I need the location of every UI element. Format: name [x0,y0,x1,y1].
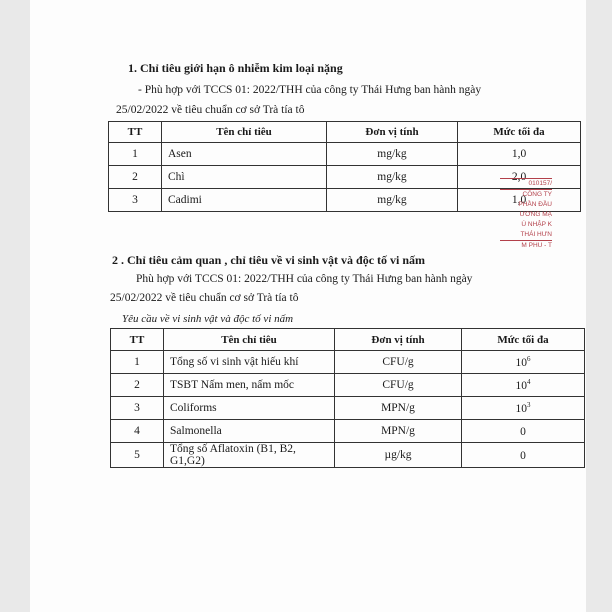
table-header-row [109,122,581,143]
table-row [111,397,585,420]
col-name: Tên chỉ tiêu [164,329,335,351]
cell-name: Asen [162,143,327,166]
table-row [109,143,581,166]
section2-line1: Phù hợp với TCCS 01: 2022/THH của công ty Thái Hưng ban hành ngày [136,273,473,285]
col-tt: TT [111,329,164,351]
cell-unit: CFU/g [335,374,462,397]
stamp-line: CÔNG TY [522,191,552,198]
max-exponent: 6 [527,355,531,364]
max-exponent: 4 [527,378,531,387]
col-tt: TT [109,122,162,143]
cell-max [462,420,585,443]
cell-unit: MPN/g [335,397,462,420]
max-exponent: 3 [527,401,531,410]
col-name: Tên chỉ tiêu [162,122,327,143]
cell-max [462,397,585,420]
cell-max [462,443,585,468]
cell-unit: mg/kg [327,189,458,212]
stamp-line: Ú NHẬP K [521,221,552,228]
max-base: 10 [515,356,527,369]
cell-unit: mg/kg [327,143,458,166]
section1-line2: 25/02/2022 về tiêu chuẩn cơ sở Trà tía tô [116,104,305,116]
table-row [111,443,585,468]
section2-heading: 2 . Chỉ tiêu cảm quan , chỉ tiêu về vi sinh vật và độc tố vi nấm [112,253,426,267]
cell-max [462,351,585,374]
section1-heading: 1. Chỉ tiêu giới hạn ô nhiễm kim loại nặng [128,61,343,75]
section2-line2: 25/02/2022 về tiêu chuẩn cơ sở Trà tía tô [110,292,299,304]
stamp-footer: M PHU - T [500,240,552,251]
col-max: Mức tối đa [462,329,585,351]
section1-line1: - Phù hợp với TCCS 01: 2022/THH của công ty Thái Hưng ban hành ngày [138,84,482,96]
cell-unit: CFU/g [335,351,462,374]
stamp-code: 010157/ [500,178,552,190]
cell-unit: MPN/g [335,420,462,443]
stamp-line: THÁI HƯN [520,231,552,238]
cell-max [462,374,585,397]
stamp-line: ƯƠNG MẠ [519,211,552,218]
cell-unit: mg/kg [327,166,458,189]
max-base: 0 [520,449,526,462]
microbiology-table [110,328,585,468]
cell-tt: 4 [111,420,164,443]
cell-tt: 2 [109,166,162,189]
company-stamp [500,178,552,262]
max-base: 0 [520,425,526,438]
document-page [30,0,586,612]
cell-tt: 2 [111,374,164,397]
cell-tt: 3 [109,189,162,212]
table-row [111,351,585,374]
stamp-line: PHẦN ĐẦU [518,201,552,208]
col-unit: Đơn vị tính [335,329,462,351]
max-base: 10 [515,379,527,392]
cell-name: Tổng số Aflatoxin (B1, B2, G1,G2) [164,443,335,468]
cell-tt: 5 [111,443,164,468]
cell-tt: 1 [109,143,162,166]
section2-subtitle: Yêu cầu về vi sinh vật và độc tố vi nấm [122,313,294,325]
col-max: Mức tối đa [458,122,581,143]
cell-max: 1,0 [458,189,581,212]
table-row [111,420,585,443]
cell-name: Salmonella [164,420,335,443]
cell-tt: 1 [111,351,164,374]
cell-name: TSBT Nấm men, nấm mốc [164,374,335,397]
cell-unit: µg/kg [335,443,462,468]
table-header-row [111,329,585,351]
cell-name: Tổng số vi sinh vật hiếu khí [164,351,335,374]
cell-tt: 3 [111,397,164,420]
cell-max: 2,0 [458,166,581,189]
cell-max: 1,0 [458,143,581,166]
cell-name: Coliforms [164,397,335,420]
max-base: 10 [515,402,527,415]
col-unit: Đơn vị tính [327,122,458,143]
cell-name: Cadimi [162,189,327,212]
table-row [111,374,585,397]
cell-name: Chì [162,166,327,189]
